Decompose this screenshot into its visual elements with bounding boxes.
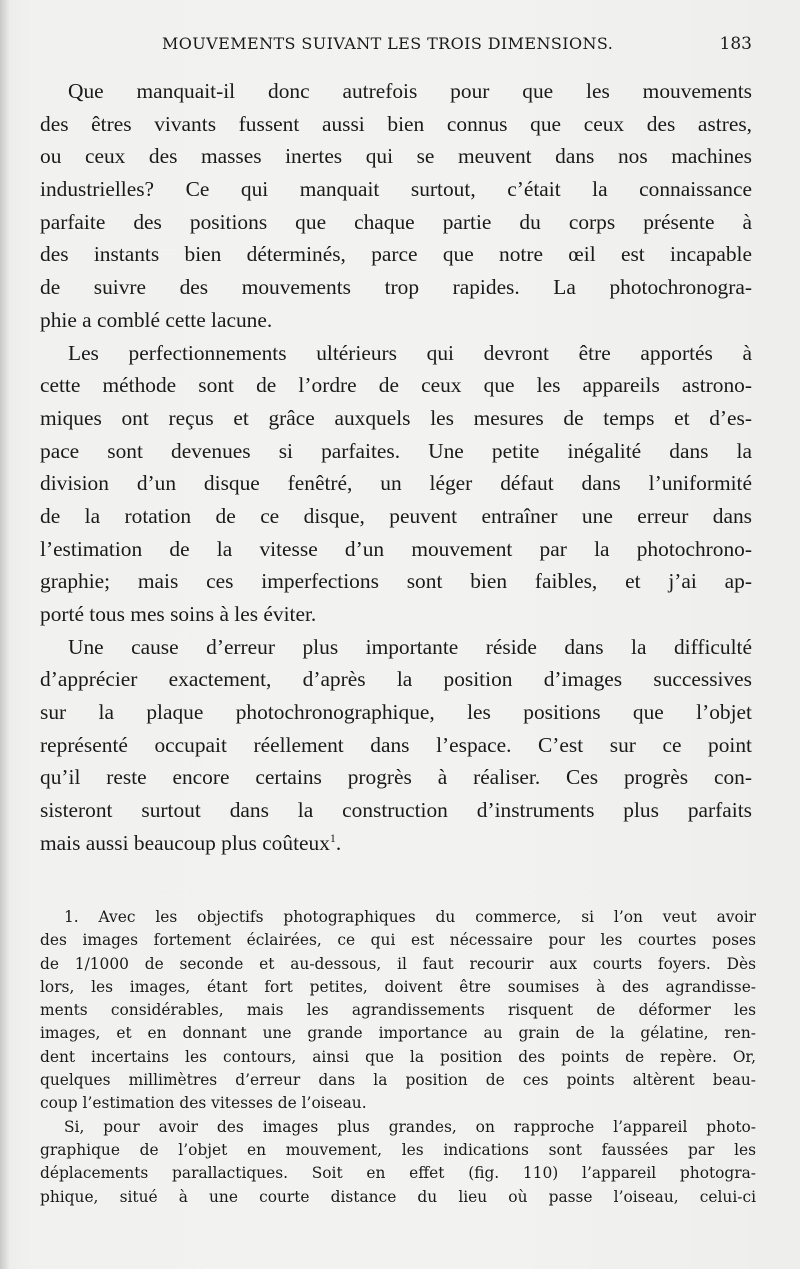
text-line: sur la plaque photochronographique, les positions que l’objet	[40, 700, 752, 725]
footnote-line: dent incertains les contours, ainsi que la position des points de repère. Or,	[40, 1047, 756, 1066]
text-line: d’apprécier exactement, d’après la position d’images successives	[40, 667, 752, 692]
footnote-line: ments considérables, mais les agrandissements risquent de déformer les	[40, 1001, 756, 1020]
text-line: graphie; mais ces imperfections sont bien faibles, et j’ai ap-	[40, 569, 752, 594]
footnote-line: Si, pour avoir des images plus grandes, on rapproche l’appareil photo-	[64, 1117, 756, 1136]
footnote-line: coup l’estimation des vitesses de l’oiseau.	[40, 1094, 367, 1113]
text-line: phie a comblé cette lacune.	[40, 307, 273, 332]
footnote-line: de 1/1000 de seconde et au-dessous, il faut recourir aux courts foyers. Dès	[40, 954, 756, 973]
text-line: Une cause d’erreur plus importante réside dans la difficulté	[68, 634, 752, 659]
text-line: division d’un disque fenêtré, un léger défaut dans l’uniformité	[40, 471, 752, 496]
text-line: des instants bien déterminés, parce que notre œil est incapable	[40, 242, 752, 267]
text-line-content: mais aussi beaucoup plus coûteux	[40, 830, 330, 855]
footnote-line: déplacements parallactiques. Soit en effet (fig. 110) l’appareil photogra-	[40, 1164, 756, 1183]
text-line	[40, 827, 752, 860]
footnote-line: graphique de l’objet en mouvement, les indications sont faussées par les	[40, 1140, 756, 1159]
text-line: l’estimation de la vitesse d’un mouvement par la photochrono-	[40, 536, 752, 561]
footnote-line: images, et en donnant une grande importance au grain de la gélatine, ren-	[40, 1024, 756, 1043]
footnote-line: 1. Avec les objectifs photographiques du commerce, si l’on veut avoir	[64, 908, 756, 926]
text-line: porté tous mes soins à les éviter.	[40, 602, 317, 626]
text-line: Les perfectionnements ultérieurs qui devront être apportés à	[68, 340, 752, 365]
footnote-line: quelques millimètres d’erreur dans la position de ces points altèrent beau-	[40, 1071, 756, 1090]
sentence-end: .	[335, 830, 342, 855]
text-line: pace sont devenues si parfaites. Une petite inégalité dans la	[40, 438, 752, 463]
footnote-1	[40, 906, 756, 1116]
paragraph-3	[40, 631, 752, 860]
text-line: des êtres vivants fussent aussi bien connus que ceux des astres,	[40, 111, 752, 136]
text-line: parfaite des positions que chaque partie du corps présente à	[40, 209, 752, 234]
footnote-line: phique, situé à une courte distance du lieu où passe l’oiseau, celui-ci	[40, 1187, 756, 1206]
running-title: MOUVEMENTS SUIVANT LES TROIS DIMENSIONS.	[162, 34, 614, 53]
text-line: miques ont reçus et grâce auxquels les mesures de temps et d’es-	[40, 405, 752, 430]
text-line: industrielles? Ce qui manquait surtout, c’était la connaissance	[40, 177, 752, 202]
text-line: cette méthode sont de l’ordre de ceux que les appareils astrono-	[40, 373, 752, 398]
paragraph-1	[40, 75, 752, 337]
text-line: qu’il reste encore certains progrès à réaliser. Ces progrès con-	[40, 765, 752, 790]
footnotes	[40, 906, 756, 1209]
paragraph-2	[40, 337, 752, 631]
text-line: Que manquait-il donc autrefois pour que les mouvements	[68, 79, 752, 103]
footnote-line: des images fortement éclairées, ce qui est nécessaire pour les courtes poses	[40, 931, 756, 950]
text-line: de suivre des mouvements trop rapides. La photochronogra-	[40, 275, 752, 300]
text-line: représenté occupait réellement dans l’espace. C’est sur ce point	[40, 732, 752, 757]
page-number: 183	[719, 34, 752, 54]
text-line: sisteront surtout dans la construction d’instruments plus parfaits	[40, 798, 752, 823]
running-header	[40, 34, 752, 58]
footnote-line: lors, les images, étant fort petites, doivent être soumises à des agrandisse-	[40, 977, 756, 996]
main-text	[40, 75, 752, 860]
footnote-reference: 1	[329, 830, 336, 845]
text-line: ou ceux des masses inertes qui se meuvent dans nos machines	[40, 144, 752, 169]
footnote-1-continued	[40, 1116, 756, 1209]
text-line: de la rotation de ce disque, peuvent entraîner une erreur dans	[40, 503, 752, 528]
